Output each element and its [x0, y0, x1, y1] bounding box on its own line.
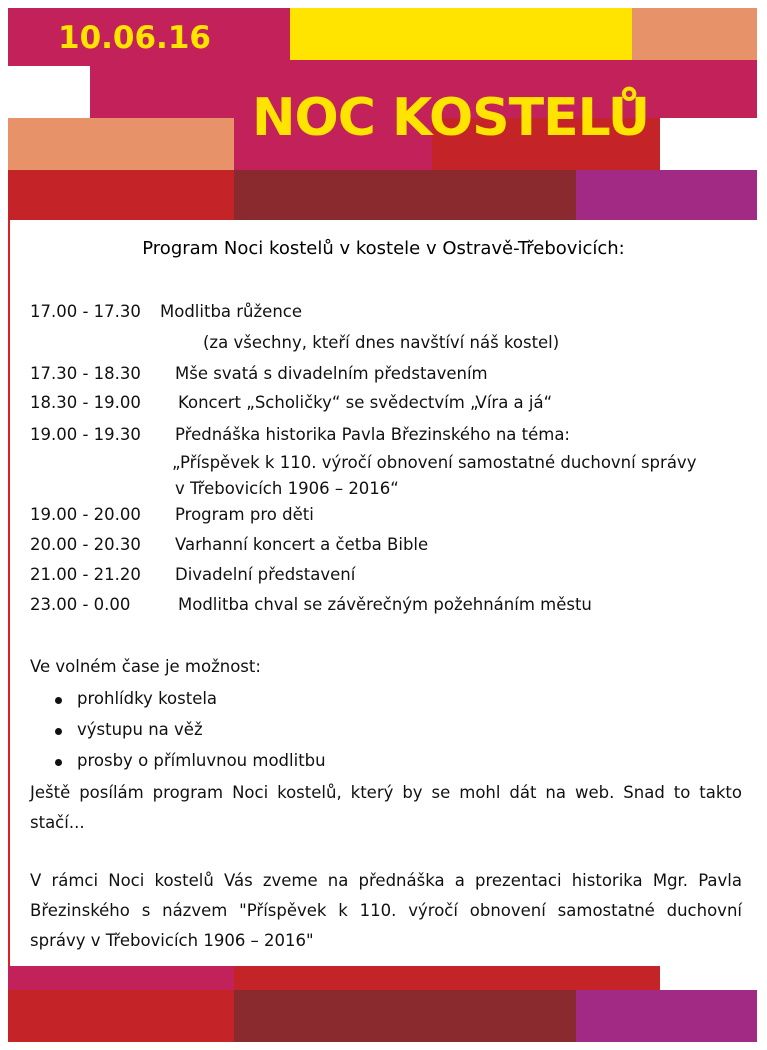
schedule-time: 21.00 - 21.20	[30, 565, 141, 584]
header-block	[8, 118, 234, 170]
bullet-text: výstupu na věž	[77, 720, 203, 739]
schedule-time: 18.30 - 19.00	[30, 393, 141, 412]
schedule-time: 19.00 - 20.00	[30, 505, 141, 524]
bullet-text: prosby o přímluvnou modlitbu	[77, 751, 326, 770]
schedule-text: Modlitba chval se závěrečným požehnáním městu	[178, 595, 592, 614]
header-block	[290, 8, 632, 60]
schedule-text: Přednáška historika Pavla Březinského na téma:	[175, 425, 570, 444]
header-block	[660, 118, 757, 170]
footer-block	[234, 990, 576, 1042]
schedule-time: 17.30 - 18.30	[30, 364, 141, 383]
schedule-text: Divadelní představení	[175, 565, 356, 584]
schedule-text: Modlitba růžence	[160, 302, 303, 321]
header-block	[576, 170, 757, 222]
schedule-text: Mše svatá s divadelním představením	[175, 364, 488, 383]
note-line: stačí...	[30, 813, 85, 832]
footer-block	[660, 966, 757, 990]
schedule-text: Koncert „Scholičky“ se svědectvím „Víra a já“	[178, 393, 553, 412]
content-frame	[8, 220, 757, 966]
footer-block	[576, 990, 757, 1042]
bullet-icon	[55, 697, 62, 704]
header-block	[234, 170, 576, 222]
schedule-text: „Příspěvek k 110. výročí obnovení samostatné duchovní správy	[172, 453, 697, 472]
header-block	[8, 66, 90, 118]
free-time-intro: Ve volném čase je možnost:	[30, 657, 261, 676]
footer-block	[8, 990, 234, 1042]
footer-block	[234, 966, 660, 990]
bullet-icon	[55, 728, 62, 735]
bullet-icon	[55, 759, 62, 766]
schedule-time: 20.00 - 20.30	[30, 535, 141, 554]
invitation-line: V rámci Noci kostelů Vás zveme na přednáška a prezentaci historika Mgr. Pavla	[30, 871, 742, 890]
program-heading: Program Noci kostelů v kostele v Ostravě-Třebovicích:	[142, 238, 625, 259]
invitation-paragraph	[30, 866, 742, 956]
note-paragraph	[30, 778, 742, 838]
footer-block	[8, 966, 234, 990]
schedule-text: (za všechny, kteří dnes navštíví náš kostel)	[203, 333, 560, 352]
schedule-text: Program pro děti	[175, 505, 314, 524]
schedule-time: 17.00 - 17.30	[30, 302, 141, 321]
schedule-time: 19.00 - 19.30	[30, 425, 141, 444]
invitation-line: správy v Třebovicích 1906 – 2016"	[30, 931, 314, 950]
invitation-line: Březinského s názvem "Příspěvek k 110. výročí obnovení samostatné duchovní	[30, 901, 742, 920]
header-block	[8, 170, 234, 222]
note-line: Ještě posílám program Noci kostelů, který by se mohl dát na web. Snad to takto	[30, 783, 742, 802]
schedule-time: 23.00 - 0.00	[30, 595, 131, 614]
header-title: NOC KOSTELŮ	[252, 88, 650, 148]
schedule-text: v Třebovicích 1906 – 2016“	[175, 479, 399, 498]
header-block	[632, 8, 757, 60]
bullet-text: prohlídky kostela	[77, 689, 218, 708]
header-date: 10.06.16	[58, 20, 211, 56]
schedule-text: Varhanní koncert a četba Bible	[175, 535, 429, 554]
